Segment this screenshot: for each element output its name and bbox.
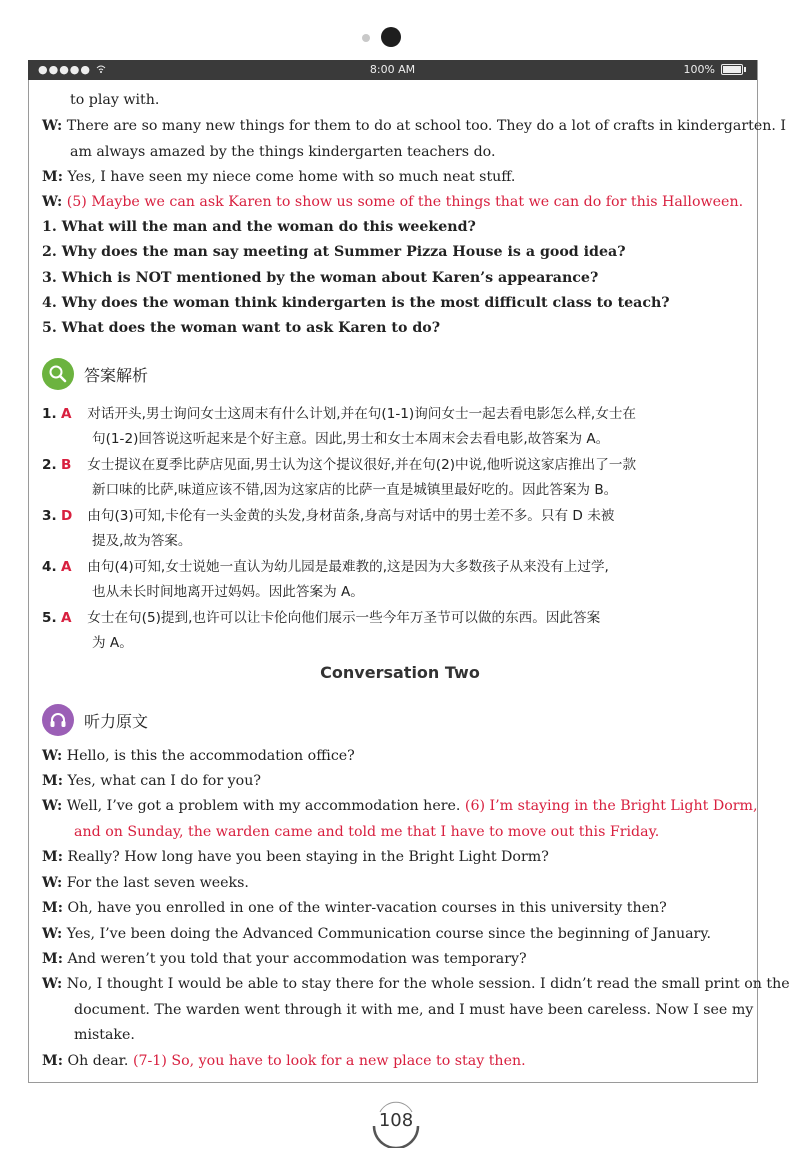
battery-percent: 100%: [683, 63, 715, 76]
dialogue-line: [74, 1002, 753, 1018]
status-time: 8:00 AM: [369, 63, 416, 76]
answer-text: 女士在句(5)提到,也许可以让卡伦向他们展示一些今年万圣节可以做的东西。因此答案: [87, 610, 601, 626]
camera-dot-large: [381, 27, 401, 47]
dialogue-text: Well, I’ve got a problem with my accommodation here.: [66, 798, 465, 814]
dialogue-line: [42, 169, 515, 185]
speaker-label: W:: [42, 194, 63, 210]
speaker-label: M:: [42, 849, 63, 865]
speaker-label: W:: [42, 976, 63, 992]
answer-4: [42, 555, 609, 575]
camera-dot-small: [362, 34, 370, 42]
dialogue-text: And weren’t you told that your accommodation was temporary?: [67, 951, 527, 967]
highlighted-sentence: (6) I’m staying in the Bright Light Dorm,: [464, 798, 758, 814]
answer-text: 由句(4)可知,女士说她一直认为幼儿园是最难教的,这是因为大多数孩子从来没有上过学,: [87, 559, 609, 575]
speaker-label: M:: [42, 773, 63, 789]
dialogue-line: [42, 926, 711, 942]
dialogue-text: mistake.: [74, 1027, 135, 1043]
dialogue-text: Hello, is this the accommodation office?: [66, 748, 355, 764]
status-bar: [28, 60, 757, 80]
analysis-header: [42, 358, 148, 390]
signal-dots: ●●●●●: [38, 63, 96, 76]
dialogue-line: [70, 92, 159, 108]
answer-number: 1.: [42, 406, 57, 422]
dialogue-text: No, I thought I would be able to stay there for the whole session. I didn’t read the small print on the: [66, 976, 790, 992]
headphones-icon: [42, 704, 74, 736]
answer-4-cont: 也从未长时间地离开过妈妈。因此答案为 A。: [92, 584, 364, 600]
dialogue-line: [74, 1027, 135, 1043]
dialogue-text: Yes, I’ve been doing the Advanced Communication course since the beginning of January.: [66, 926, 711, 942]
dialogue-line: [42, 976, 790, 992]
answer-3-cont: 提及,故为答案。: [92, 533, 192, 549]
dialogue-text: There are so many new things for them to do at school too. They do a lot of crafts in kindergarten. I: [66, 118, 786, 134]
dialogue-text: document. The warden went through it with me, and I must have been careless. Now I see my: [74, 1002, 754, 1018]
speaker-label: M:: [42, 1053, 63, 1069]
page-number: 108: [378, 1109, 414, 1131]
dialogue-text: Yes, what can I do for you?: [67, 773, 261, 789]
battery-icon: [721, 64, 743, 75]
magnifier-icon: [42, 358, 74, 390]
dialogue-line: [42, 118, 786, 134]
listening-title: 听力原文: [84, 711, 149, 731]
dialogue-line: [42, 748, 355, 764]
highlighted-sentence: (7-1) So, you have to look for a new place to stay then.: [132, 1053, 526, 1069]
dialogue-text: Yes, I have seen my niece come home with so much neat stuff.: [67, 169, 516, 185]
question-3: 3. Which is NOT mentioned by the woman about Karen’s appearance?: [42, 270, 599, 286]
speaker-label: W:: [42, 875, 63, 891]
answer-5-cont: 为 A。: [92, 635, 133, 651]
tablet-camera-dots: [0, 26, 800, 50]
dialogue-line: [42, 773, 261, 789]
conversation-title: Conversation Two: [320, 663, 480, 682]
answer-text: 由句(3)可知,卡伦有一头金黄的头发,身材苗条,身高与对话中的男士差不多。只有 D 未被: [87, 508, 615, 524]
question-1: 1. What will the man and the woman do this weekend?: [42, 219, 476, 235]
dialogue-line: [42, 1053, 526, 1069]
dialogue-text: am always amazed by the things kindergarten teachers do.: [70, 144, 496, 160]
speaker-label: W:: [42, 748, 63, 764]
highlighted-sentence: (5) Maybe we can ask Karen to show us some of the things that we can do for this Halloween.: [66, 194, 744, 210]
dialogue-text: Oh, have you enrolled in one of the winter-vacation courses in this university then?: [67, 900, 667, 916]
highlighted-sentence: and on Sunday, the warden came and told me that I have to move out this Friday.: [74, 824, 660, 840]
question-2: 2. Why does the man say meeting at Summer Pizza House is a good idea?: [42, 244, 626, 260]
dialogue-text: For the last seven weeks.: [66, 875, 249, 891]
dialogue-line: [42, 849, 549, 865]
answer-number: 2.: [42, 457, 57, 473]
page-number-badge: [368, 1092, 424, 1148]
dialogue-line: [74, 824, 659, 840]
battery-indicator: [684, 63, 743, 76]
dialogue-line: [70, 144, 496, 160]
dialogue-line: [42, 194, 743, 210]
speaker-label: M:: [42, 900, 63, 916]
dialogue-line: [42, 875, 249, 891]
answer-letter: B: [60, 457, 72, 473]
dialogue-line: [42, 951, 527, 967]
question-4: 4. Why does the woman think kindergarten is the most difficult class to teach?: [42, 295, 670, 311]
answer-text: 对话开头,男士询问女士这周末有什么计划,并在句(1-1)询问女士一起去看电影怎么样,女士在: [87, 406, 637, 422]
answer-3: [42, 504, 614, 524]
answer-2: [42, 453, 636, 473]
answer-1-cont: 句(1-2)回答说这听起来是个好主意。因此,男士和女士本周末会去看电影,故答案为 A。: [92, 431, 610, 447]
speaker-label: W:: [42, 798, 63, 814]
answer-letter: A: [60, 559, 72, 575]
dialogue-text: Really? How long have you been staying in the Bright Light Dorm?: [67, 849, 549, 865]
answer-letter: D: [60, 508, 73, 524]
speaker-label: W:: [42, 118, 63, 134]
answer-number: 4.: [42, 559, 57, 575]
listening-header: [42, 704, 148, 736]
question-5: 5. What does the woman want to ask Karen to do?: [42, 320, 441, 336]
answer-5: [42, 606, 600, 626]
dialogue-text: Oh dear.: [67, 1053, 133, 1069]
answer-text: 女士提议在夏季比萨店见面,男士认为这个提议很好,并在句(2)中说,他听说这家店推出了一款: [87, 457, 637, 473]
answer-2-cont: 新口味的比萨,味道应该不错,因为这家店的比萨一直是城镇里最好吃的。因此答案为 B。: [92, 482, 618, 498]
answer-number: 5.: [42, 610, 57, 626]
speaker-label: M:: [42, 169, 63, 185]
speaker-label: M:: [42, 951, 63, 967]
analysis-title: 答案解析: [84, 365, 149, 385]
answer-number: 3.: [42, 508, 57, 524]
answer-1: [42, 402, 636, 422]
answer-letter: A: [60, 406, 72, 422]
dialogue-text: to play with.: [70, 92, 160, 108]
dialogue-line: [42, 900, 667, 916]
speaker-label: W:: [42, 926, 63, 942]
answer-letter: A: [60, 610, 72, 626]
dialogue-line: [42, 798, 757, 814]
